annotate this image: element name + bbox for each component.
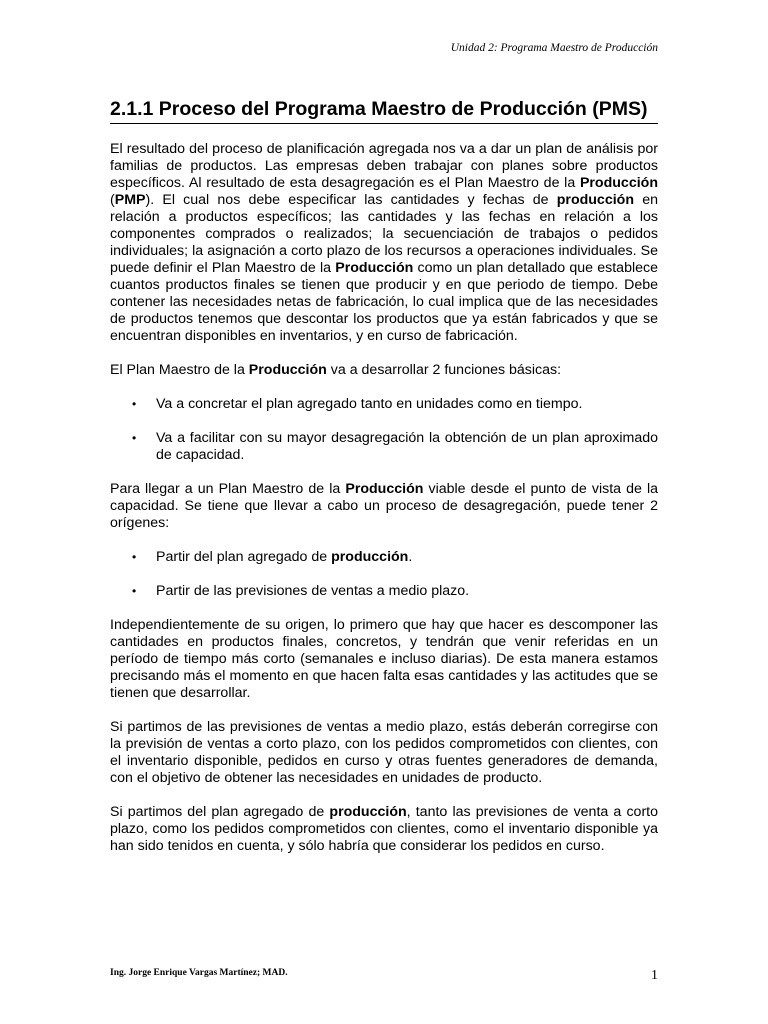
origins-list — [110, 549, 658, 600]
bullet-icon: • — [132, 550, 137, 564]
footer-author: Ing. Jorge Enrique Vargas Martínez; MAD. — [110, 968, 288, 978]
list-item: • Partir de las previsiones de ventas a medio plazo. — [132, 583, 470, 599]
bullet-icon: • — [132, 584, 137, 598]
list-item: • Va a facilitar con su mayor desagregación la obtención de un plan aproximado de capacidad. — [132, 430, 658, 463]
running-header: Unidad 2: Programa Maestro de Producción — [450, 42, 658, 54]
paragraph-aggregate-plan: Si partimos del plan agregado de producción, tanto las previsiones de venta a corto plazo, como los pedidos comprometidos con clientes, como el inventario disponible ya han sido tenidos en cuenta, y sólo habría que considerar los pedidos en curso. — [110, 804, 659, 854]
document-body — [110, 98, 658, 872]
paragraph-intro: El resultado del proceso de planificación agregada nos va a dar un plan de análisis por familias de productos. Las empresas deben trabajar con planes sobre productos específicos. Al resultado de esta desagregación es el Plan Maestro de la Producción (PMP). El cual nos debe especificar las cantidades y fechas de producción en relación a productos específicos; las cantidades y las fechas en relación a los componentes comprados o realizados; la secuenciación de trabajos o pedidos individuales; la asignación a corto plazo de los recursos a operaciones individuales. Se puede definir el Plan Maestro de la Producción como un plan detallado que establece cuantos productos finales se tienen que producir y en que periodo de tiempo. Debe contener las necesidades netas de fabricación, lo cual implica que de las necesidades de productos tenemos que descontar los productos que ya están fabricados y que se encuentran disponibles en inventarios, y en curso de fabricación. — [110, 141, 658, 344]
paragraph-origins: Para llegar a un Plan Maestro de la Producción viable desde el punto de vista de la capacidad. Se tiene que llevar a cabo un proceso de desagregación, puede tener 2 orígenes: — [110, 481, 658, 531]
bullet-icon: • — [132, 397, 137, 411]
functions-list — [110, 396, 658, 464]
page-number: 1 — [651, 968, 658, 983]
section-title: 2.1.1 Proceso del Programa Maestro de Producción (PMS) — [110, 98, 658, 124]
paragraph-forecasts: Si partimos de las previsiones de ventas a medio plazo, estás deberán corregirse con la previsión de ventas a corto plazo, con los pedidos comprometidos con clientes, con el inventario disponible, pedidos en curso y otras fuentes generadores de demanda, con el objetivo de obtener las necesidades en unidades de producto. — [110, 719, 658, 786]
paragraph-functions: El Plan Maestro de la Producción va a desarrollar 2 funciones básicas: — [110, 362, 562, 378]
list-item: • Partir del plan agregado de producción. — [132, 549, 413, 565]
bullet-icon: • — [132, 431, 137, 445]
paragraph-decomposition: Independientemente de su origen, lo primero que hay que hacer es descomponer las cantidades en productos finales, concretos, y tendrán que venir referidas en un período de tiempo más corto (semanales e incluso diarias). De esta manera estamos precisando más el momento en que hacen falta esas cantidades y las actitudes que se tienen que desarrollar. — [110, 617, 658, 701]
list-item: • Va a concretar el plan agregado tanto en unidades como en tiempo. — [132, 396, 583, 412]
